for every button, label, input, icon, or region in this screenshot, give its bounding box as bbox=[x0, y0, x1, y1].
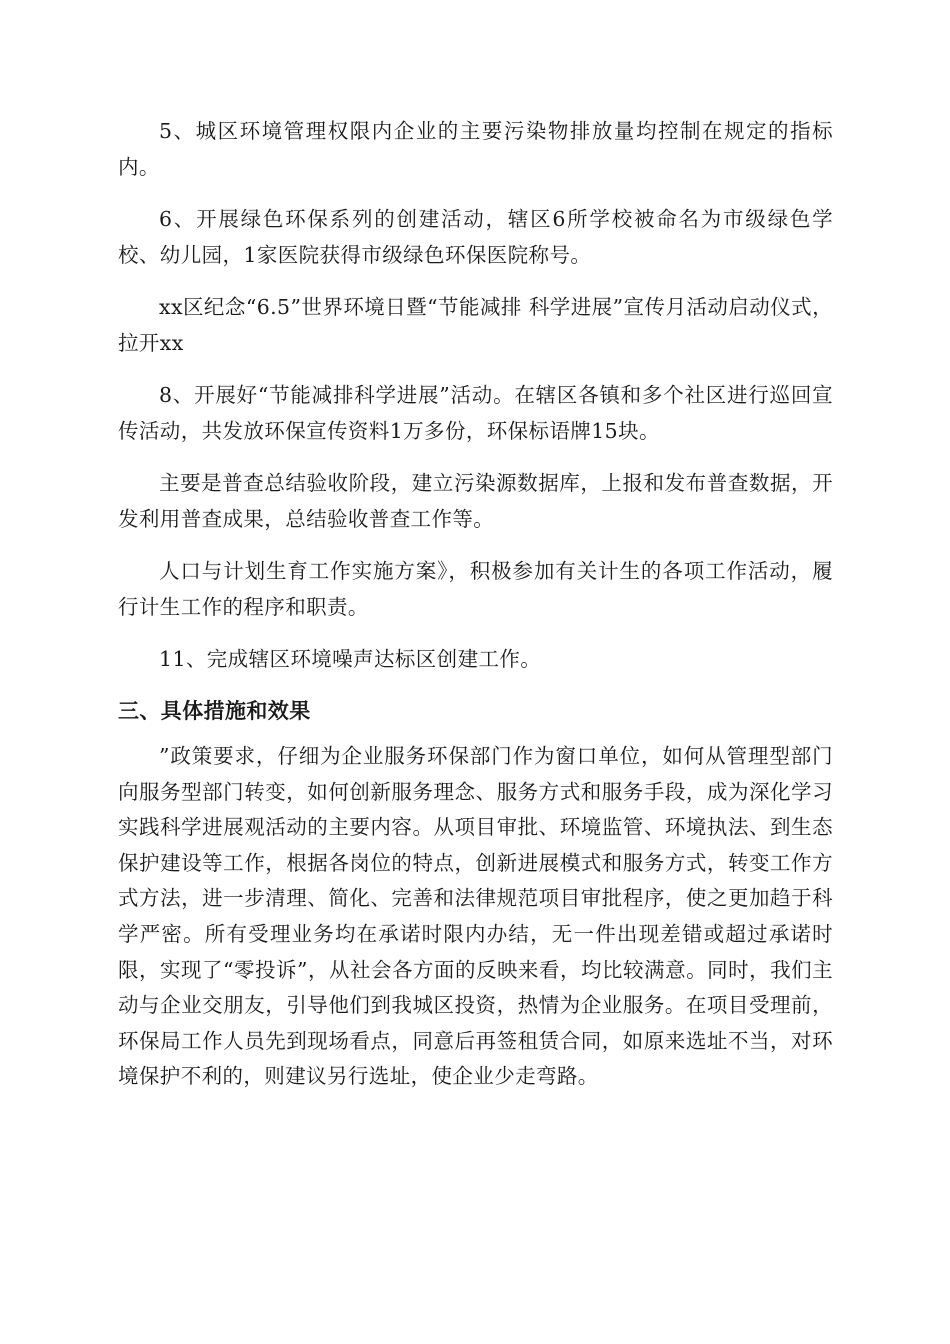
paragraph-measures: ”政策要求，仔细为企业服务环保部门作为窗口单位，如何从管理型部门向服务型部门转变，如何创新服务理念、服务方式和服务手段，成为深化学习实践科学进展观活动的主要内容。从项目审批、环境监管、环境执法、到生态保护建设等工作，根据各岗位的特点，创新进展模式和服务方式，转变工作方式方法，进一步清理、简化、完善和法律规范项目审批程序，使之更加趋于科学严密。所有受理业务均在承诺时限内办结，无一件出现差错或超过承诺时限，实现了“零投诉”，从社会各方面的反映来看，均比较满意。同时，我们主动与企业交朋友，引导他们到我城区投资，热情为企业服务。在项目受理前，环保局工作人员先到现场看点，同意后再签租赁合同，如原来选址不当，对环境保护不利的，则建议另行选址，使企业少走弯路。 bbox=[118, 744, 833, 1089]
paragraph-environment-day: xx区纪念“6.5”世界环境日暨“节能减排 科学进展”宣传月活动启动仪式，拉开xx bbox=[118, 295, 833, 355]
section-heading: 三、具体措施和效果 bbox=[118, 699, 311, 723]
paragraph-item-11: 11、完成辖区环境噪声达标区创建工作。 bbox=[159, 647, 542, 671]
paragraph-item-6: 6、开展绿色环保系列的创建活动，辖区6所学校被命名为市级绿色学校、幼儿园，1家医院获得市级绿色环保医院称号。 bbox=[118, 207, 833, 267]
paragraph-item-5: 5、城区环境管理权限内企业的主要污染物排放量均控制在规定的指标内。 bbox=[118, 119, 833, 179]
document-body bbox=[118, 113, 833, 1111]
paragraph-census: 主要是普查总结验收阶段，建立污染源数据库，上报和发布普查数据，开发利用普查成果，总结验收普查工作等。 bbox=[118, 471, 833, 531]
paragraph-family-planning: 人口与计划生育工作实施方案》，积极参加有关计生的各项工作活动，履行计生工作的程序和职责。 bbox=[118, 559, 833, 619]
paragraph-item-8: 8、开展好“节能减排科学进展”活动。在辖区各镇和多个社区进行巡回宣传活动，共发放环保宣传资料1万多份，环保标语牌15块。 bbox=[118, 383, 833, 443]
